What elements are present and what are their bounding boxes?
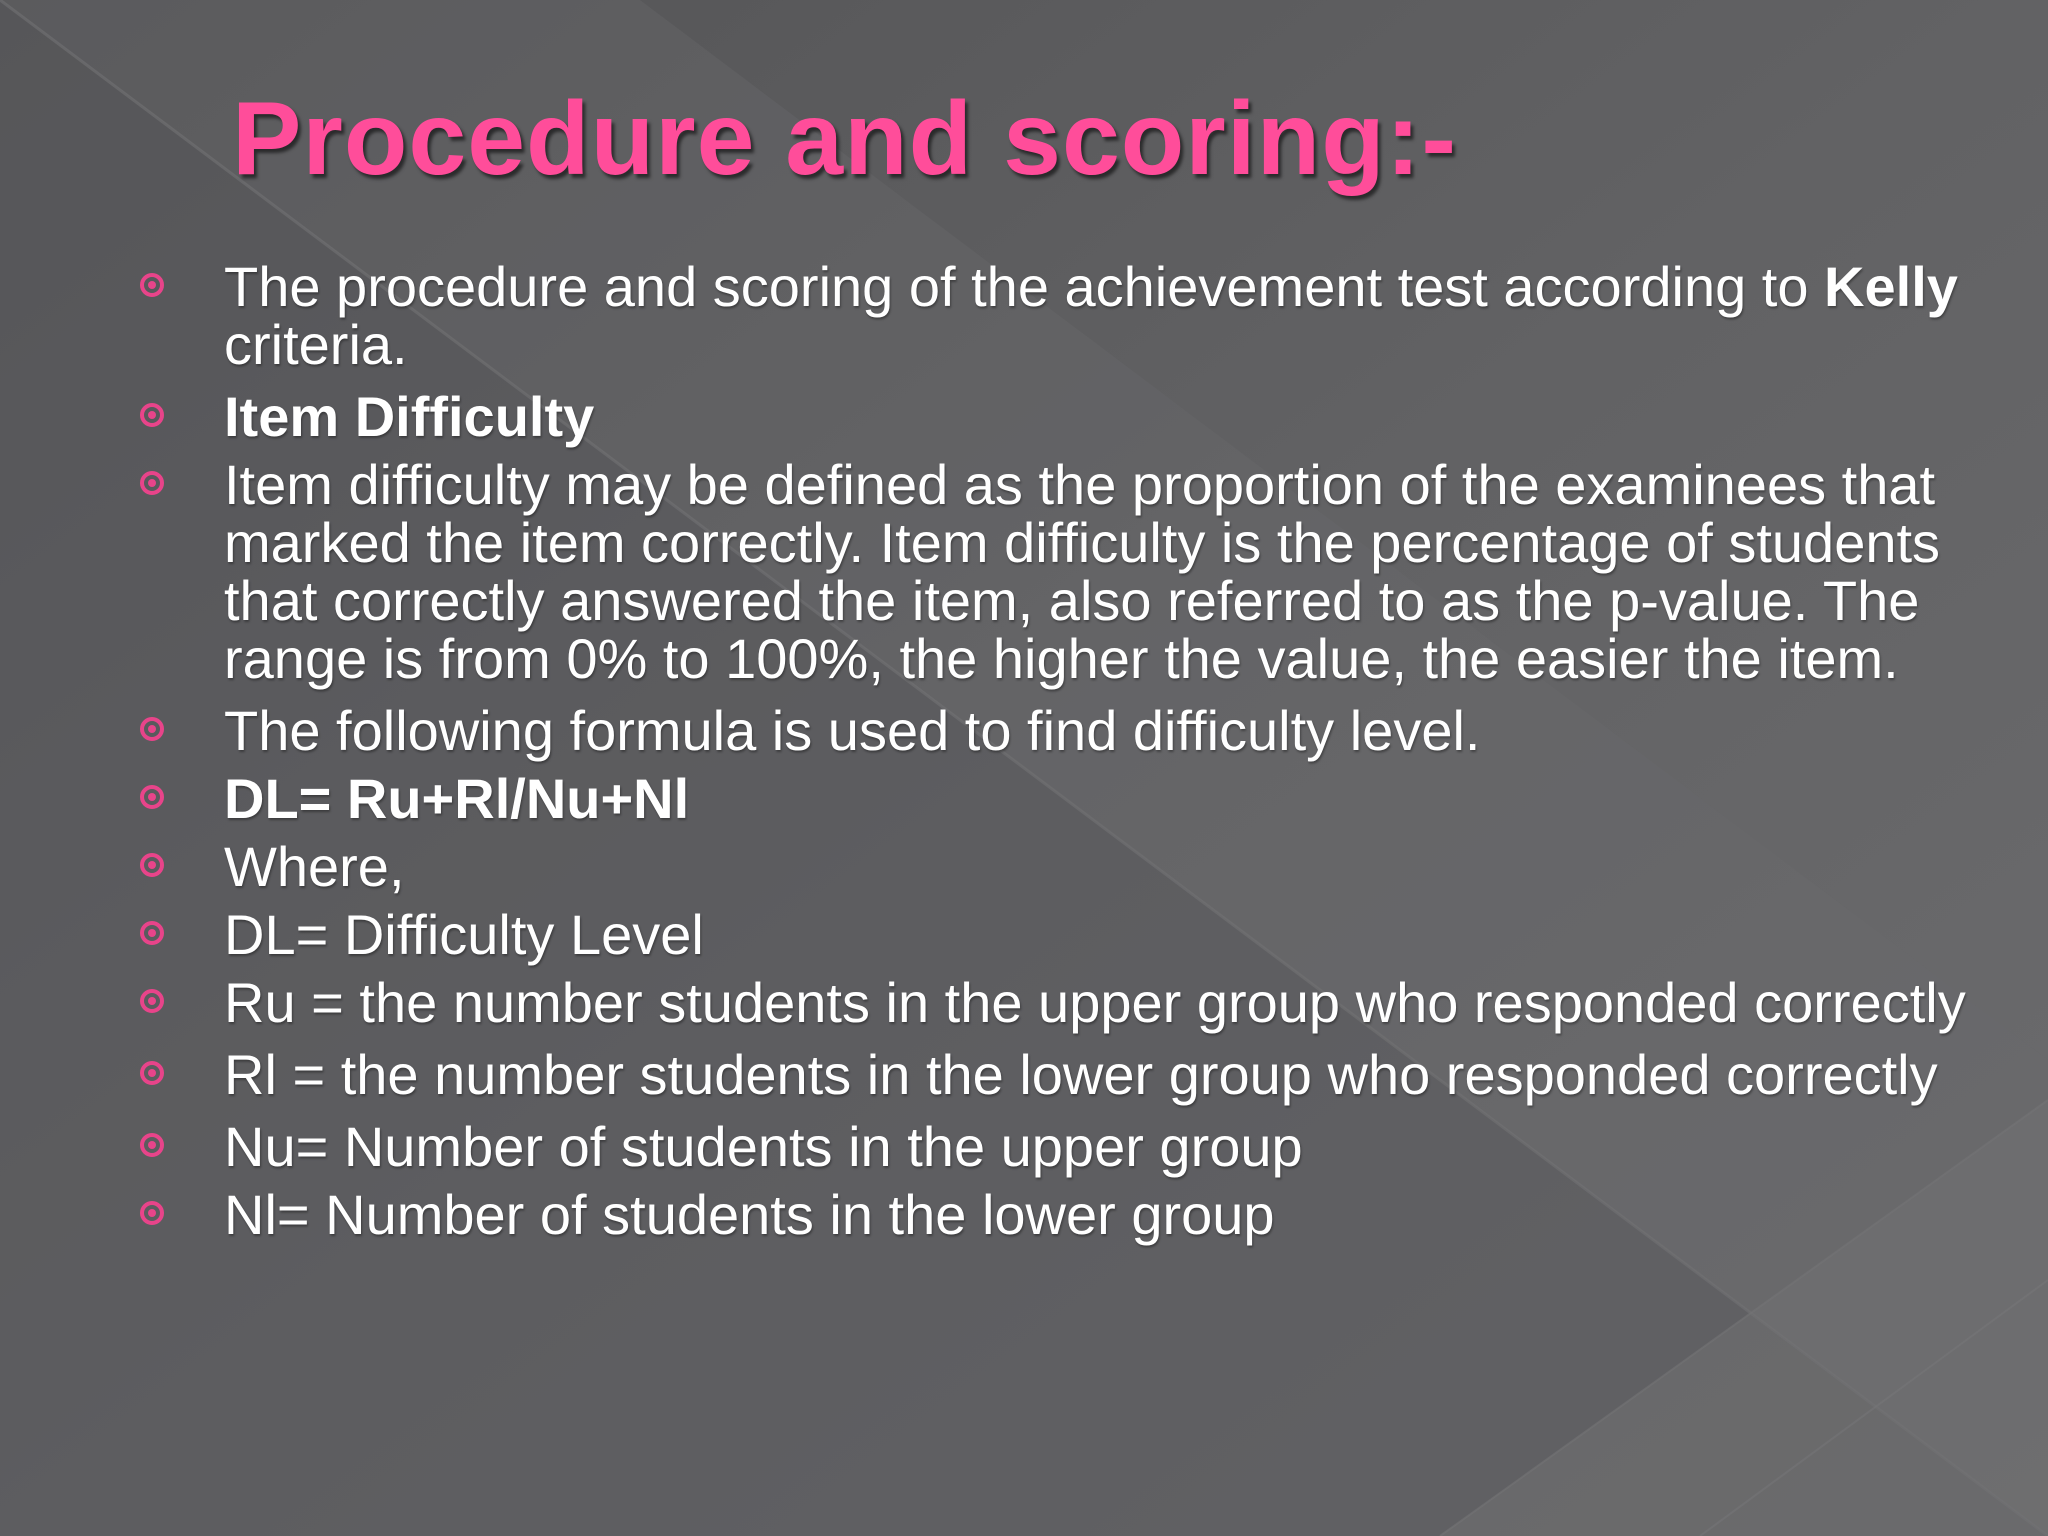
- target-bullet-icon: [140, 717, 164, 741]
- slide-title: Procedure and scoring:-: [232, 81, 1457, 197]
- target-bullet-icon: [140, 1201, 164, 1225]
- target-bullet-icon: [140, 403, 164, 427]
- bullet-item: [0, 1115, 2048, 1178]
- target-bullet-icon: [140, 471, 164, 495]
- bullet-text: Where,: [224, 835, 405, 898]
- bullet-item: [0, 903, 2048, 966]
- bullet-item: [0, 385, 2048, 448]
- target-bullet-icon: [140, 853, 164, 877]
- bullet-item: [0, 699, 2048, 762]
- bullet-text: The following formula is used to find difficulty level.: [224, 699, 1481, 762]
- bullet-item: [0, 835, 2048, 898]
- target-bullet-icon: [140, 1061, 164, 1085]
- bullet-item: [0, 1043, 2048, 1106]
- bullet-text: Item Difficulty: [224, 385, 595, 448]
- formula-text: DL= Ru+Rl/Nu+Nl: [224, 767, 690, 830]
- bold-text: Kelly: [1824, 255, 1958, 318]
- target-bullet-icon: [140, 989, 164, 1013]
- bullet-text: Rl = the number students in the lower group who responded correctly: [224, 1043, 1938, 1106]
- bullet-text: Nl= Number of students in the lower group: [224, 1183, 1275, 1246]
- target-bullet-icon: [140, 1133, 164, 1157]
- bullet-text: DL= Difficulty Level: [224, 903, 704, 966]
- bullet-item: [0, 767, 2048, 830]
- target-bullet-icon: [140, 273, 164, 297]
- bullet-item: [0, 453, 2048, 690]
- bullet-item: [0, 255, 2048, 376]
- bullet-list: [0, 255, 2048, 1254]
- target-bullet-icon: [140, 785, 164, 809]
- bullet-text: Nu= Number of students in the upper group: [224, 1115, 1303, 1178]
- bullet-text: Item difficulty may be defined as the proportion of the examinees that marked the item correctly. Item difficulty is the percentage of students that correctly answered the item, also referred to as the p-value. The range is from 0% to 100%, the higher the value, the easier the item.: [224, 453, 1941, 690]
- bullet-item: [0, 971, 2048, 1034]
- bullet-text: Ru = the number students in the upper group who responded correctly: [224, 971, 1966, 1034]
- target-bullet-icon: [140, 921, 164, 945]
- bullet-text: The procedure and scoring of the achievement test according to Kelly criteria.: [224, 255, 1958, 376]
- bullet-item: [0, 1183, 2048, 1246]
